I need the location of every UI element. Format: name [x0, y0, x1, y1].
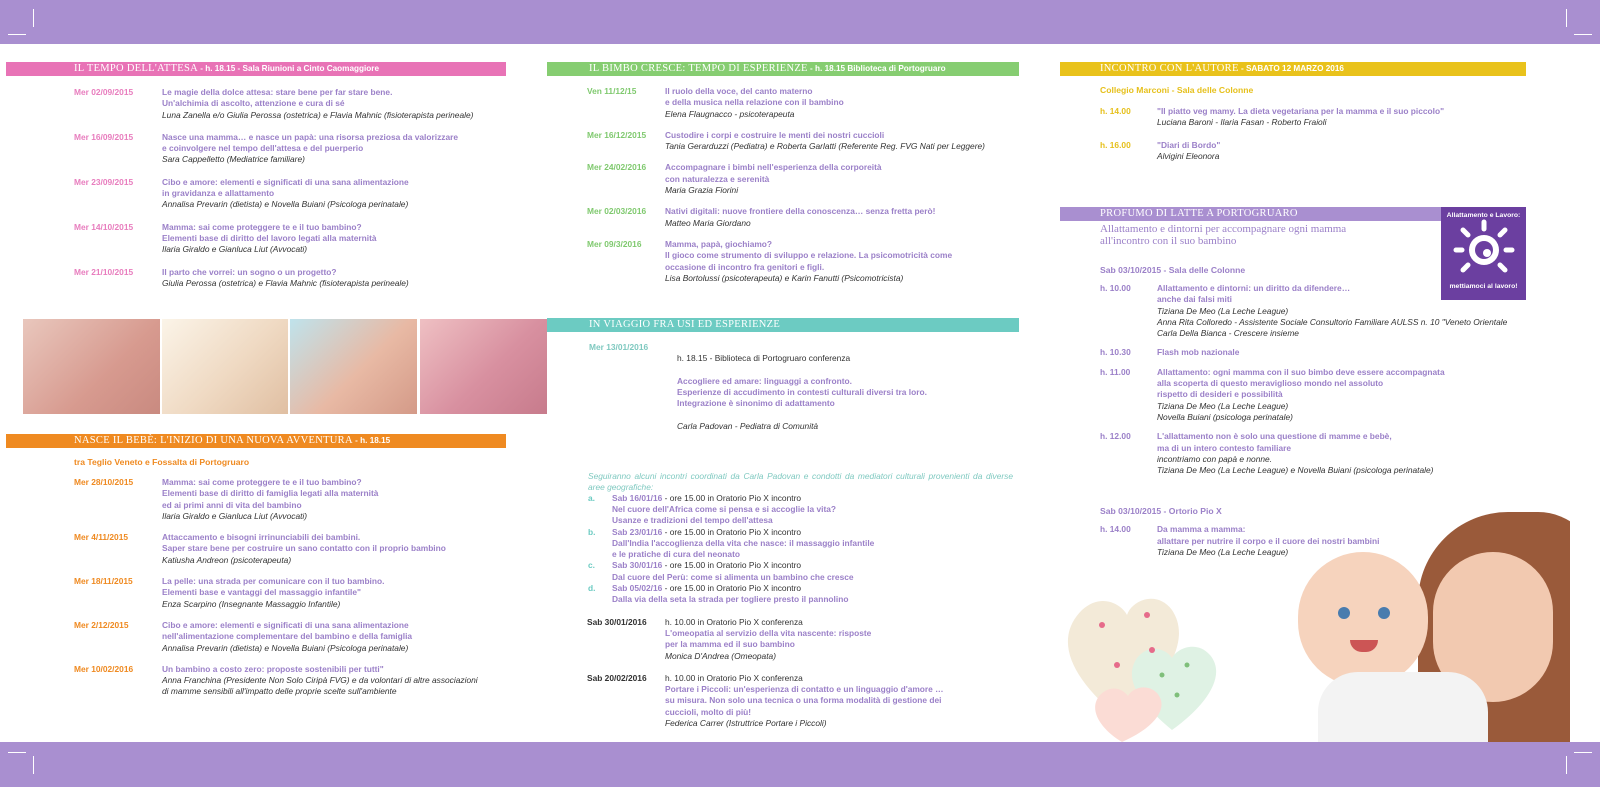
event-title: Mamma: sai come proteggere te e il tuo bambino? Elementi base di diritto del lavoro legati alla maternità — [162, 221, 377, 243]
section-header-attesa: IL TEMPO DELL'ATTESA - h. 18.15 - Sala Riunioni a Cinto Caomaggiore — [6, 62, 506, 76]
event-presenter: Ilaria Giraldo e Gianluca Liut (Avvocati) — [162, 510, 308, 521]
event-details — [665, 673, 1019, 729]
event-title: "Il piatto veg mamy. La dieta vegetariana per la mamma e il suo piccolo" — [1157, 106, 1445, 116]
sub-event-title: Nel cuore dell'Africa come si pensa e si accoglie la vita? Usanze e tradizioni del tempo dell'attesa — [612, 503, 837, 526]
event-presenter: Tiziana De Meo (La Leche League) Anna Rita Colloredo - Assistente Sociale Consultorio Familiare AULSS n. 10 "Veneto Orientale Carla Della Bianca - Crescere insieme — [1157, 305, 1508, 339]
event-presenter: Katiusha Andreon (psicoterapeuta) — [162, 554, 292, 565]
event-presenter: Alvigini Eleonora — [1157, 150, 1220, 161]
event-details — [1157, 347, 1526, 358]
event-presenter: Luciana Baroni - Ilaria Fasan - Roberto Fraioli — [1157, 117, 1327, 128]
event-title: Attaccamento e bisogni irrinunciabili dei bambini. Saper stare bene per costruire un sano contatto con il proprio bambino — [162, 532, 446, 554]
event-presenter: Monica D'Andrea (Omeopata) — [665, 650, 776, 661]
event-title: Nasce una mamma… e nasce un papà: una risorsa preziosa da valorizzare e coinvolgere nel tempo dell'attesa e del puerperio — [162, 131, 459, 154]
event-item — [547, 162, 1019, 196]
section-subtitle-location: tra Teglio Veneto e Fossalta di Portogruaro — [74, 457, 250, 467]
event-presenter: Matteo Maria Giordano — [665, 217, 751, 228]
event-item — [6, 87, 506, 121]
sub-event-venue: - ore 15.00 in Oratorio Pio X incontro — [662, 492, 802, 503]
event-title: Da mamma a mamma: allattare per nutrire il corpo e il cuore dei nostri bambini — [1157, 524, 1380, 546]
event-presenter: Anna Franchina (Presidente Non Solo Ciripà FVG) e da volontari di altre associazioni di mamme sensibili all'impatto delle proprie scelte sull'ambiente — [162, 675, 478, 697]
section-subtitle-venue: Collegio Marconi - Sala delle Colonne — [1100, 85, 1254, 95]
bottom-band — [0, 742, 1600, 787]
column-2-lower — [547, 318, 1019, 729]
intro-text: Seguiranno alcuni incontri coordinati da Carla Padovan e condotti da mediatori culturali provenienti da diverse aree geografiche: — [588, 470, 1013, 492]
sub-event-item — [588, 560, 1019, 583]
event-date: Mer 16/12/2015 — [587, 129, 647, 140]
event-presenter: Enza Scarpino (Insegnante Massaggio Infantile) — [162, 598, 341, 609]
event-date: Sab 20/02/2016 — [587, 672, 647, 683]
sub-event-details — [612, 560, 854, 583]
sub-event-details — [612, 583, 848, 606]
section-subtitle-date-2: Sab 03/10/2015 - Ortorio Pio X — [1100, 506, 1222, 517]
event-presenter: Sara Cappelletto (Mediatrice familiare) — [162, 154, 305, 165]
event-date: Mer 4/11/2015 — [74, 532, 129, 543]
event-list-profumo-latte — [1060, 283, 1526, 476]
mother-child-icon — [1452, 219, 1516, 281]
event-item — [547, 206, 1019, 229]
baby-photo-4 — [420, 319, 547, 414]
event-details — [162, 177, 506, 211]
event-details — [665, 239, 1019, 284]
sub-event-item — [588, 493, 1019, 527]
logo-top-text: Allattamento e Lavoro: — [1446, 212, 1521, 219]
event-details — [162, 576, 506, 610]
event-list-autore — [1060, 106, 1526, 162]
event-date: h. 11.00 — [1100, 366, 1131, 377]
event-title: Custodire i corpi e costruire le menti dei nostri cuccioli — [665, 129, 885, 140]
event-details — [162, 132, 506, 166]
event-details — [162, 267, 506, 290]
event-title: Nativi digitali: nuove frontiere della conoscenza… senza fretta però! — [665, 206, 936, 217]
event-item — [6, 477, 506, 522]
event-title: Le magie della dolce attesa: stare bene per far stare bene. Un'alchimia di ascolto, attenzione e cura di sé — [162, 87, 393, 109]
sub-event-letter: a. — [588, 492, 595, 503]
event-details — [162, 87, 506, 121]
event-date: Ven 11/12/15 — [587, 86, 637, 96]
event-date: Mer 09/3/2016 — [587, 238, 642, 249]
event-details — [665, 130, 1019, 153]
sub-event-title: Dalla via della seta la strada per togliere presto il pannolino — [612, 594, 849, 605]
event-date: Mer 13/01/2016 — [589, 342, 649, 352]
event-date: h. 10.00 — [1100, 283, 1131, 293]
event-title: La pelle: una strada per comunicare con il tuo bambino. Elementi base e vantaggi del massaggio infantile" — [162, 576, 385, 598]
event-item — [6, 664, 506, 698]
event-venue: h. 10.00 in Oratorio Pio X conferenza — [665, 616, 803, 627]
event-title: L'allattamento non è solo una questione di mamme e bebè, ma di un intero contesto familiare — [1157, 431, 1392, 453]
event-presenter: Giulia Perossa (ostetrica) e Flavia Mahnic (fisioterapista perineale) — [162, 277, 409, 288]
event-date: h. 12.00 — [1100, 431, 1131, 442]
sub-event-date: Sab 16/01/16 — [612, 492, 663, 503]
top-band — [0, 0, 1600, 44]
event-details — [665, 86, 1019, 120]
event-title: Portare i Piccoli: un'esperienza di contatto e un linguaggio d'amore … su misura. Non solo una tecnica o una forma modalità di gestione dei cuccioli, molto di più! — [665, 684, 944, 717]
event-presenter: Luna Zanella e/o Giulia Perossa (ostetrica) e Flavia Mahnic (fisioterapista perineale) — [162, 109, 474, 120]
event-date: Mer 02/03/2016 — [587, 206, 647, 217]
event-title: Mamma: sai come proteggere te e il tuo bambino? Elementi base di diritto di famiglia legati alla maternità ed ai primi anni di vita del bambino — [162, 477, 379, 510]
section-header-bimbo-cresce: IL BIMBO CRESCE: TEMPO DI ESPERIENZE - h. 18.15 Biblioteca di Portogruaro — [547, 62, 1019, 76]
event-date: Mer 14/10/2015 — [74, 221, 134, 232]
column-3-lower — [1060, 207, 1526, 558]
event-item — [547, 617, 1019, 662]
sub-event-letter: b. — [588, 526, 596, 537]
event-item — [6, 576, 506, 610]
event-title: Cibo e amore: elementi e significati di una sana alimentazione in gravidanza e allattamento — [162, 176, 409, 199]
sub-event-details — [612, 493, 836, 527]
event-presenter: Annalisa Prevarin (dietista) e Novella Buiani (Psicologa perinatale) — [162, 642, 409, 653]
event-title: Cibo e amore: elementi e significati di una sana alimentazione nell'alimentazione complementare del bambino e della famiglia — [162, 619, 413, 642]
event-title: Flash mob nazionale — [1157, 347, 1240, 358]
event-presenter: Tiziana De Meo (La Leche League) Novella Buiani (psicologa perinatale) — [1157, 400, 1293, 422]
event-details — [162, 664, 506, 698]
sub-event-title: Dall'India l'accoglienza della vita che nasce: il massaggio infantile e le pratiche di cura del neonato — [612, 537, 875, 560]
event-date: h. 10.30 — [1100, 347, 1131, 358]
event-item — [1060, 431, 1526, 476]
event-title: L'omeopatia al servizio della vita nascente: risposte per la mamma ed il suo bambino — [665, 627, 872, 650]
event-title: Il ruolo della voce, del canto materno e della musica nella relazione con il bambino — [665, 86, 844, 108]
baby-photo-2 — [162, 319, 288, 414]
event-item — [6, 532, 506, 566]
event-item — [1060, 367, 1526, 423]
allattamento-logo — [1441, 207, 1526, 300]
sub-event-date: Sab 05/02/16 — [612, 583, 663, 594]
event-details — [1157, 367, 1526, 423]
event-title: Allattamento: ogni mamma con il suo bimbo deve essere accompagnata alla scoperta di questo meraviglioso mondo nel assoluto rispetto di desideri e possibilità — [1157, 366, 1445, 400]
event-title: Allattamento e dintorni: un diritto da difendere… anche dai falsi miti — [1157, 283, 1351, 305]
event-title: Accompagnare i bimbi nell'esperienza della corporeità con naturalezza e serenità — [665, 162, 882, 184]
event-list-attesa — [6, 87, 506, 289]
event-date: Mer 10/02/2016 — [74, 663, 134, 674]
event-item — [547, 673, 1019, 729]
event-details — [162, 477, 506, 522]
event-presenter: Tania Gerarduzzi (Pediatra) e Roberta Garlatti (Referente Reg. FVG Nati per Leggere) — [665, 141, 985, 152]
section-subtitle-date-1: Sab 03/10/2015 - Sala delle Colonne — [1100, 265, 1246, 275]
event-date: Mer 28/10/2015 — [74, 477, 134, 487]
event-details — [162, 532, 506, 566]
sub-event-venue: - ore 15.00 in Oratorio Pio X incontro — [662, 583, 802, 594]
event-date: h. 16.00 — [1100, 139, 1131, 150]
event-item — [1060, 347, 1526, 358]
event-details — [162, 620, 506, 654]
event-list-oratorio — [547, 617, 1019, 730]
sub-event-item — [588, 527, 1019, 561]
event-item — [6, 267, 506, 290]
section-header-in-viaggio: IN VIAGGIO FRA USI ED ESPERIENZE — [547, 318, 1019, 332]
event-item — [547, 130, 1019, 153]
sub-event-item — [588, 583, 1019, 606]
event-list-nasce-bebe — [6, 477, 506, 698]
event-presenter: Federica Carrer (Istruttrice Portare i Piccoli) — [665, 718, 827, 729]
event-details — [665, 617, 1019, 662]
event-item — [1060, 140, 1526, 163]
event-date: h. 14.00 — [1100, 106, 1131, 116]
event-presenter: Lisa Bortolussi (psicoterapeuta) e Karin Fanutti (Psicomotricista) — [665, 272, 904, 283]
event-item — [6, 222, 506, 256]
event-item — [547, 239, 1019, 284]
sub-event-list — [588, 493, 1019, 606]
sub-event-venue: - ore 15.00 in Oratorio Pio X incontro — [662, 526, 802, 537]
event-item — [547, 86, 1019, 120]
event-date: Mer 18/11/2015 — [74, 576, 133, 587]
event-date: Mer 16/09/2015 — [74, 131, 134, 142]
event-title: Un bambino a costo zero: proposte sostenibili per tutti" — [162, 663, 384, 674]
sub-event-letter: c. — [588, 560, 595, 571]
event-details — [1157, 106, 1526, 129]
event-presenter: Maria Grazia Fiorini — [665, 185, 739, 196]
event-title: "Diari di Bordo" — [1157, 139, 1221, 150]
event-venue: h. 10.00 in Oratorio Pio X conferenza — [665, 672, 803, 683]
event-date: Mer 21/10/2015 — [74, 266, 134, 277]
sub-event-date: Sab 30/01/16 — [612, 560, 663, 571]
event-details — [665, 206, 1019, 229]
event-presenter: Ilaria Giraldo e Gianluca Liut (Avvocati) — [162, 244, 308, 255]
sub-event-date: Sab 23/01/16 — [612, 526, 663, 537]
event-details — [1157, 140, 1526, 163]
sub-event-letter: d. — [588, 583, 596, 594]
section-header-nasce-bebe: NASCE IL BEBÈ: L'INIZIO DI UNA NUOVA AVVENTURA - h. 18.15 — [6, 434, 506, 448]
event-item — [6, 177, 506, 211]
event-details — [162, 222, 506, 256]
event-date: Mer 23/09/2015 — [74, 176, 134, 187]
sub-event-title: Dal cuore del Perù: come si alimenta un bambino che cresce — [612, 571, 854, 582]
event-presenter: Annalisa Prevarin (dietista) e Novella Buiani (Psicologa perinatale) — [162, 199, 409, 210]
event-title: Il parto che vorrei: un sogno o un progetto? — [162, 266, 337, 277]
column-1 — [6, 62, 506, 289]
event-title: Mamma, papà, giochiamo? Il gioco come strumento di sviluppo e relazione. La psicomotricità come occasione di incontro fra genitori e figli. — [665, 238, 953, 272]
sub-event-venue: - ore 15.00 in Oratorio Pio X incontro — [662, 560, 802, 571]
column-2 — [547, 62, 1019, 284]
event-presenter: incontriamo con papà e nonne. Tiziana De Meo (La Leche League) e Novella Buiani (psicologa perinatale) — [1157, 453, 1434, 476]
section-header-incontro-autore: INCONTRO CON L'AUTORE - SABATO 12 MARZO 2016 — [1060, 62, 1526, 76]
event-details — [665, 162, 1019, 196]
event-list-bimbo-cresce — [547, 86, 1019, 284]
logo-bottom-text: mettiamoci al lavoro! — [1449, 283, 1518, 290]
event-item — [6, 620, 506, 654]
event-presenter: Tiziana De Meo (La Leche League) — [1157, 547, 1289, 558]
column-1-lower — [6, 434, 506, 698]
baby-photo-1 — [23, 319, 160, 414]
event-date: Mer 02/09/2015 — [74, 87, 134, 97]
event-date: h. 14.00 — [1100, 524, 1131, 535]
event-item — [6, 132, 506, 166]
baby-photo-3 — [290, 319, 417, 414]
event-date: Sab 30/01/2016 — [587, 616, 647, 627]
section-header-profumo-latte: PROFUMO DI LATTE A PORTOGRUARO — [1060, 207, 1443, 221]
event-presenter: Carla Padovan - Pediatra di Comunità — [677, 421, 819, 432]
hearts-decoration — [1062, 580, 1242, 742]
event-date: Mer 24/02/2016 — [587, 162, 647, 173]
sub-event-details — [612, 527, 874, 561]
column-3 — [1060, 62, 1526, 162]
section-subtitle-allattamento: Allattamento e dintorni per accompagnare ogni mamma all'incontro con il suo bambino — [1100, 223, 1347, 247]
event-presenter: Elena Flaugnacco - psicoterapeuta — [665, 108, 795, 119]
event-title: Accogliere ed amare: linguaggi a confronto. Esperienze di accudimento in contesti culturali diversi tra loro. Integrazione è sinonimo di adattamento — [677, 375, 927, 409]
event-details — [1157, 431, 1526, 476]
event-date: Mer 2/12/2015 — [74, 619, 129, 630]
event-item — [1060, 106, 1526, 129]
mother-baby-photo — [1238, 512, 1570, 742]
event-venue: h. 18.15 - Biblioteca di Portogruaro conferenza — [677, 353, 851, 364]
